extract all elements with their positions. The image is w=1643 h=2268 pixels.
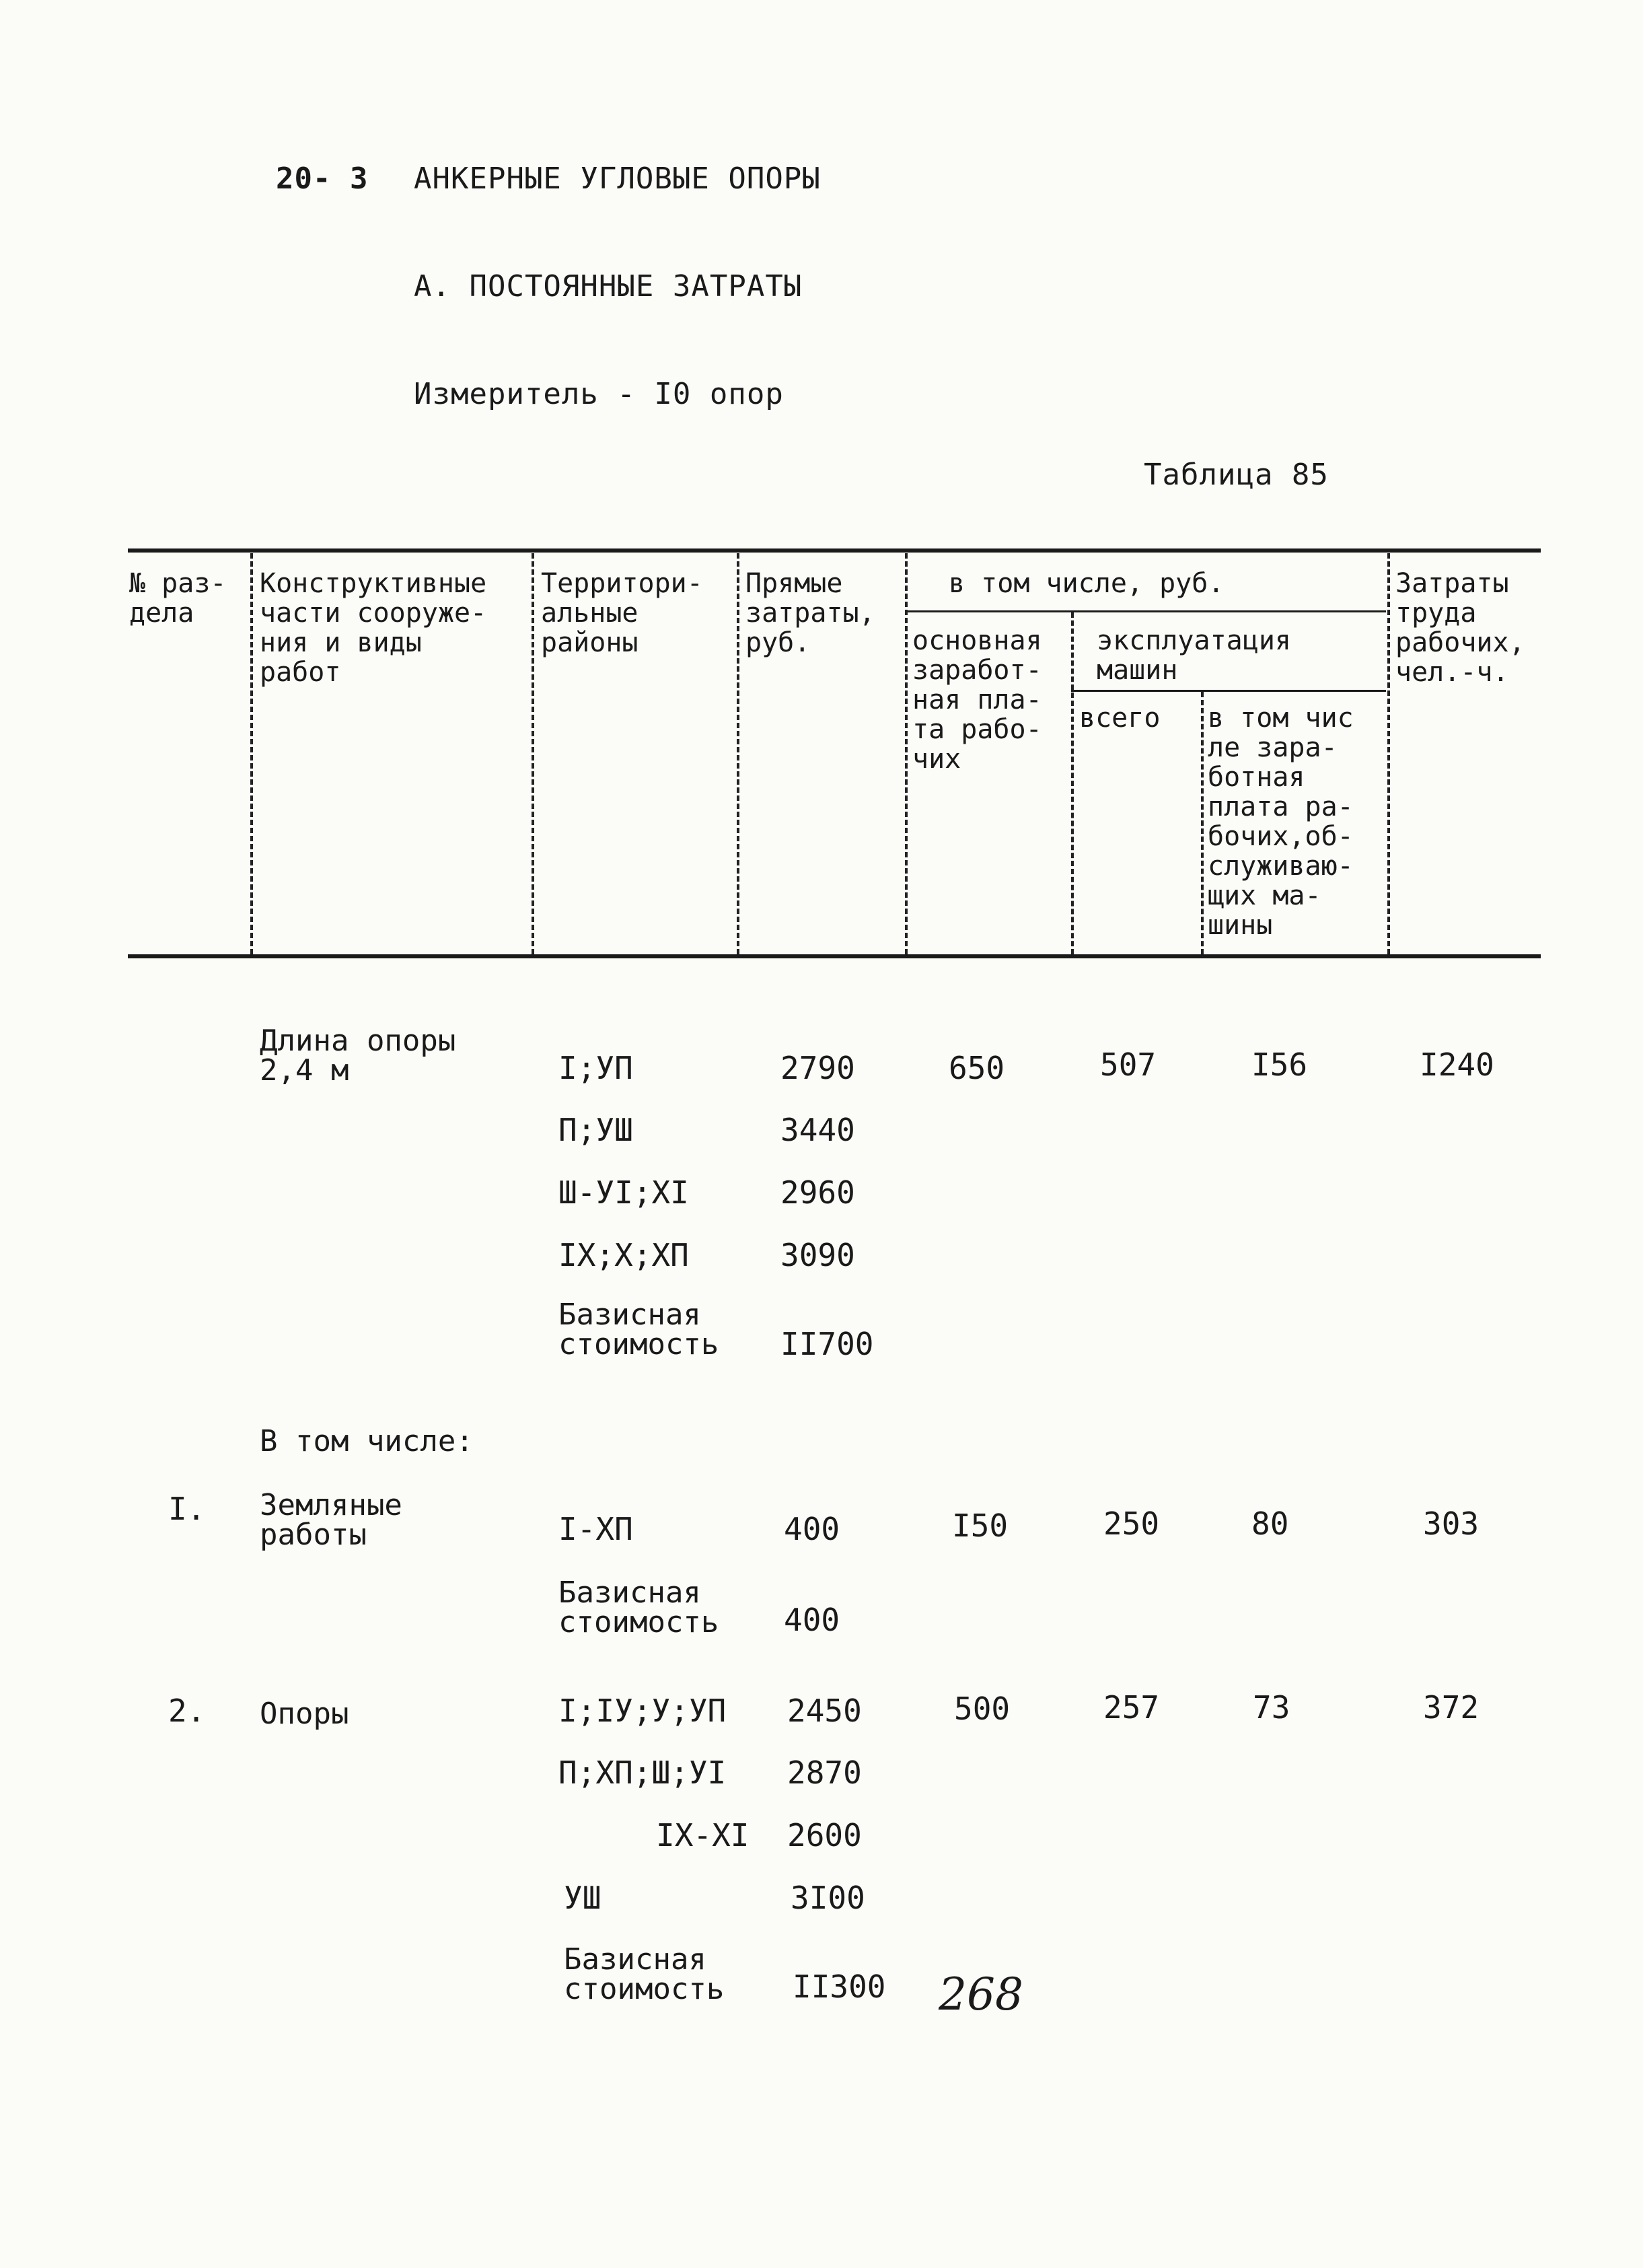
labor-cell: 372 bbox=[1423, 1689, 1480, 1726]
header-machine-total: всего bbox=[1079, 703, 1161, 734]
region-cell: П;XП;Ш;УI bbox=[558, 1755, 727, 1791]
base-cost-label: Базисная стоимость bbox=[558, 1575, 719, 1639]
header-machine-operation: эксплуатация машин bbox=[1097, 625, 1291, 686]
col-separator bbox=[1201, 692, 1204, 954]
region-cell: I;УП bbox=[558, 1050, 633, 1086]
section-title: АНКЕРНЫЕ УГЛОВЫЕ ОПОРЫ bbox=[414, 162, 821, 196]
direct-cost-cell: 2870 bbox=[787, 1755, 862, 1791]
region-cell: УШ bbox=[564, 1880, 601, 1916]
region-cell: IX;X;XП bbox=[558, 1237, 689, 1273]
direct-cost-cell: 2600 bbox=[787, 1817, 862, 1853]
base-cost-value: II700 bbox=[780, 1326, 874, 1362]
base-cost-value: 400 bbox=[784, 1602, 840, 1638]
region-cell: I;IУ;У;УП bbox=[558, 1693, 727, 1729]
col-separator bbox=[737, 553, 739, 954]
direct-cost-cell: 3090 bbox=[780, 1237, 855, 1273]
header-machine-wage: в том чис ле зара- ботная плата ра- бочих,об- служиваю- щих ма- шины bbox=[1208, 703, 1354, 941]
labor-cell: I240 bbox=[1420, 1047, 1494, 1083]
item-number: 2. bbox=[168, 1693, 206, 1729]
header-direct-costs: Прямые затраты, руб. bbox=[745, 568, 875, 658]
region-cell: Ш-УI;XI bbox=[558, 1174, 689, 1211]
header-labor: Затраты труда рабочих, чел.-ч. bbox=[1395, 568, 1525, 688]
machine-wage-cell: I56 bbox=[1251, 1047, 1308, 1083]
base-cost-label: Базисная стоимость bbox=[558, 1298, 719, 1361]
direct-cost-cell: 2790 bbox=[780, 1050, 855, 1086]
machine-total-cell: 257 bbox=[1103, 1689, 1160, 1726]
table-header-bottom-rule bbox=[128, 954, 1541, 958]
machine-total-cell: 507 bbox=[1100, 1047, 1157, 1083]
wage-cell: 500 bbox=[954, 1691, 1011, 1727]
col-separator bbox=[250, 553, 253, 954]
item-label: Земляные работы bbox=[260, 1488, 402, 1552]
item-label: Опоры bbox=[260, 1697, 349, 1731]
page-number: 268 bbox=[939, 1969, 1023, 2020]
block-label: Длина опоры 2,4 м bbox=[260, 1024, 456, 1088]
base-cost-label: Базисная стоимость bbox=[564, 1942, 725, 2006]
table-top-rule bbox=[128, 548, 1541, 553]
direct-cost-cell: 400 bbox=[784, 1511, 840, 1547]
including-label: В том числе: bbox=[260, 1424, 474, 1458]
header-regions: Территори- альные районы bbox=[541, 568, 703, 658]
table-label: Таблица 85 bbox=[1144, 458, 1329, 492]
col-separator bbox=[532, 553, 534, 954]
direct-cost-cell: 2450 bbox=[787, 1693, 862, 1729]
col-separator bbox=[905, 553, 908, 954]
machine-wage-cell: 80 bbox=[1251, 1505, 1289, 1542]
direct-cost-cell: 3440 bbox=[780, 1112, 855, 1148]
header-base-wage: основная заработ- ная пла- та рабо- чих bbox=[912, 625, 1042, 775]
header-parts: Конструктивные части сооруже- ния и виды работ bbox=[260, 568, 487, 688]
direct-cost-cell: 2960 bbox=[780, 1174, 855, 1211]
region-cell: П;УШ bbox=[558, 1112, 633, 1148]
col-separator bbox=[1387, 553, 1390, 954]
exploitation-rule bbox=[1071, 690, 1386, 692]
measure-unit: Измеритель - I0 опор bbox=[414, 377, 784, 411]
region-cell: I-XП bbox=[558, 1511, 633, 1547]
region-cell: IX-XI bbox=[656, 1817, 750, 1853]
machine-wage-cell: 73 bbox=[1253, 1689, 1290, 1726]
wage-cell: 650 bbox=[949, 1050, 1005, 1086]
labor-cell: 303 bbox=[1423, 1505, 1480, 1542]
direct-cost-cell: 3I00 bbox=[791, 1880, 865, 1916]
wage-cell: I50 bbox=[952, 1508, 1009, 1544]
item-number: I. bbox=[168, 1491, 206, 1527]
section-number: 20- 3 bbox=[276, 162, 369, 196]
machine-total-cell: 250 bbox=[1103, 1505, 1160, 1542]
header-including-group: в том числе, руб. bbox=[949, 568, 1225, 599]
base-cost-value: II300 bbox=[793, 1969, 886, 2005]
subtitle: А. ПОСТОЯННЫЕ ЗАТРАТЫ bbox=[414, 269, 803, 304]
group-rule bbox=[905, 610, 1386, 612]
header-section-no: № раз- дела bbox=[129, 568, 227, 629]
col-separator bbox=[1071, 612, 1074, 954]
